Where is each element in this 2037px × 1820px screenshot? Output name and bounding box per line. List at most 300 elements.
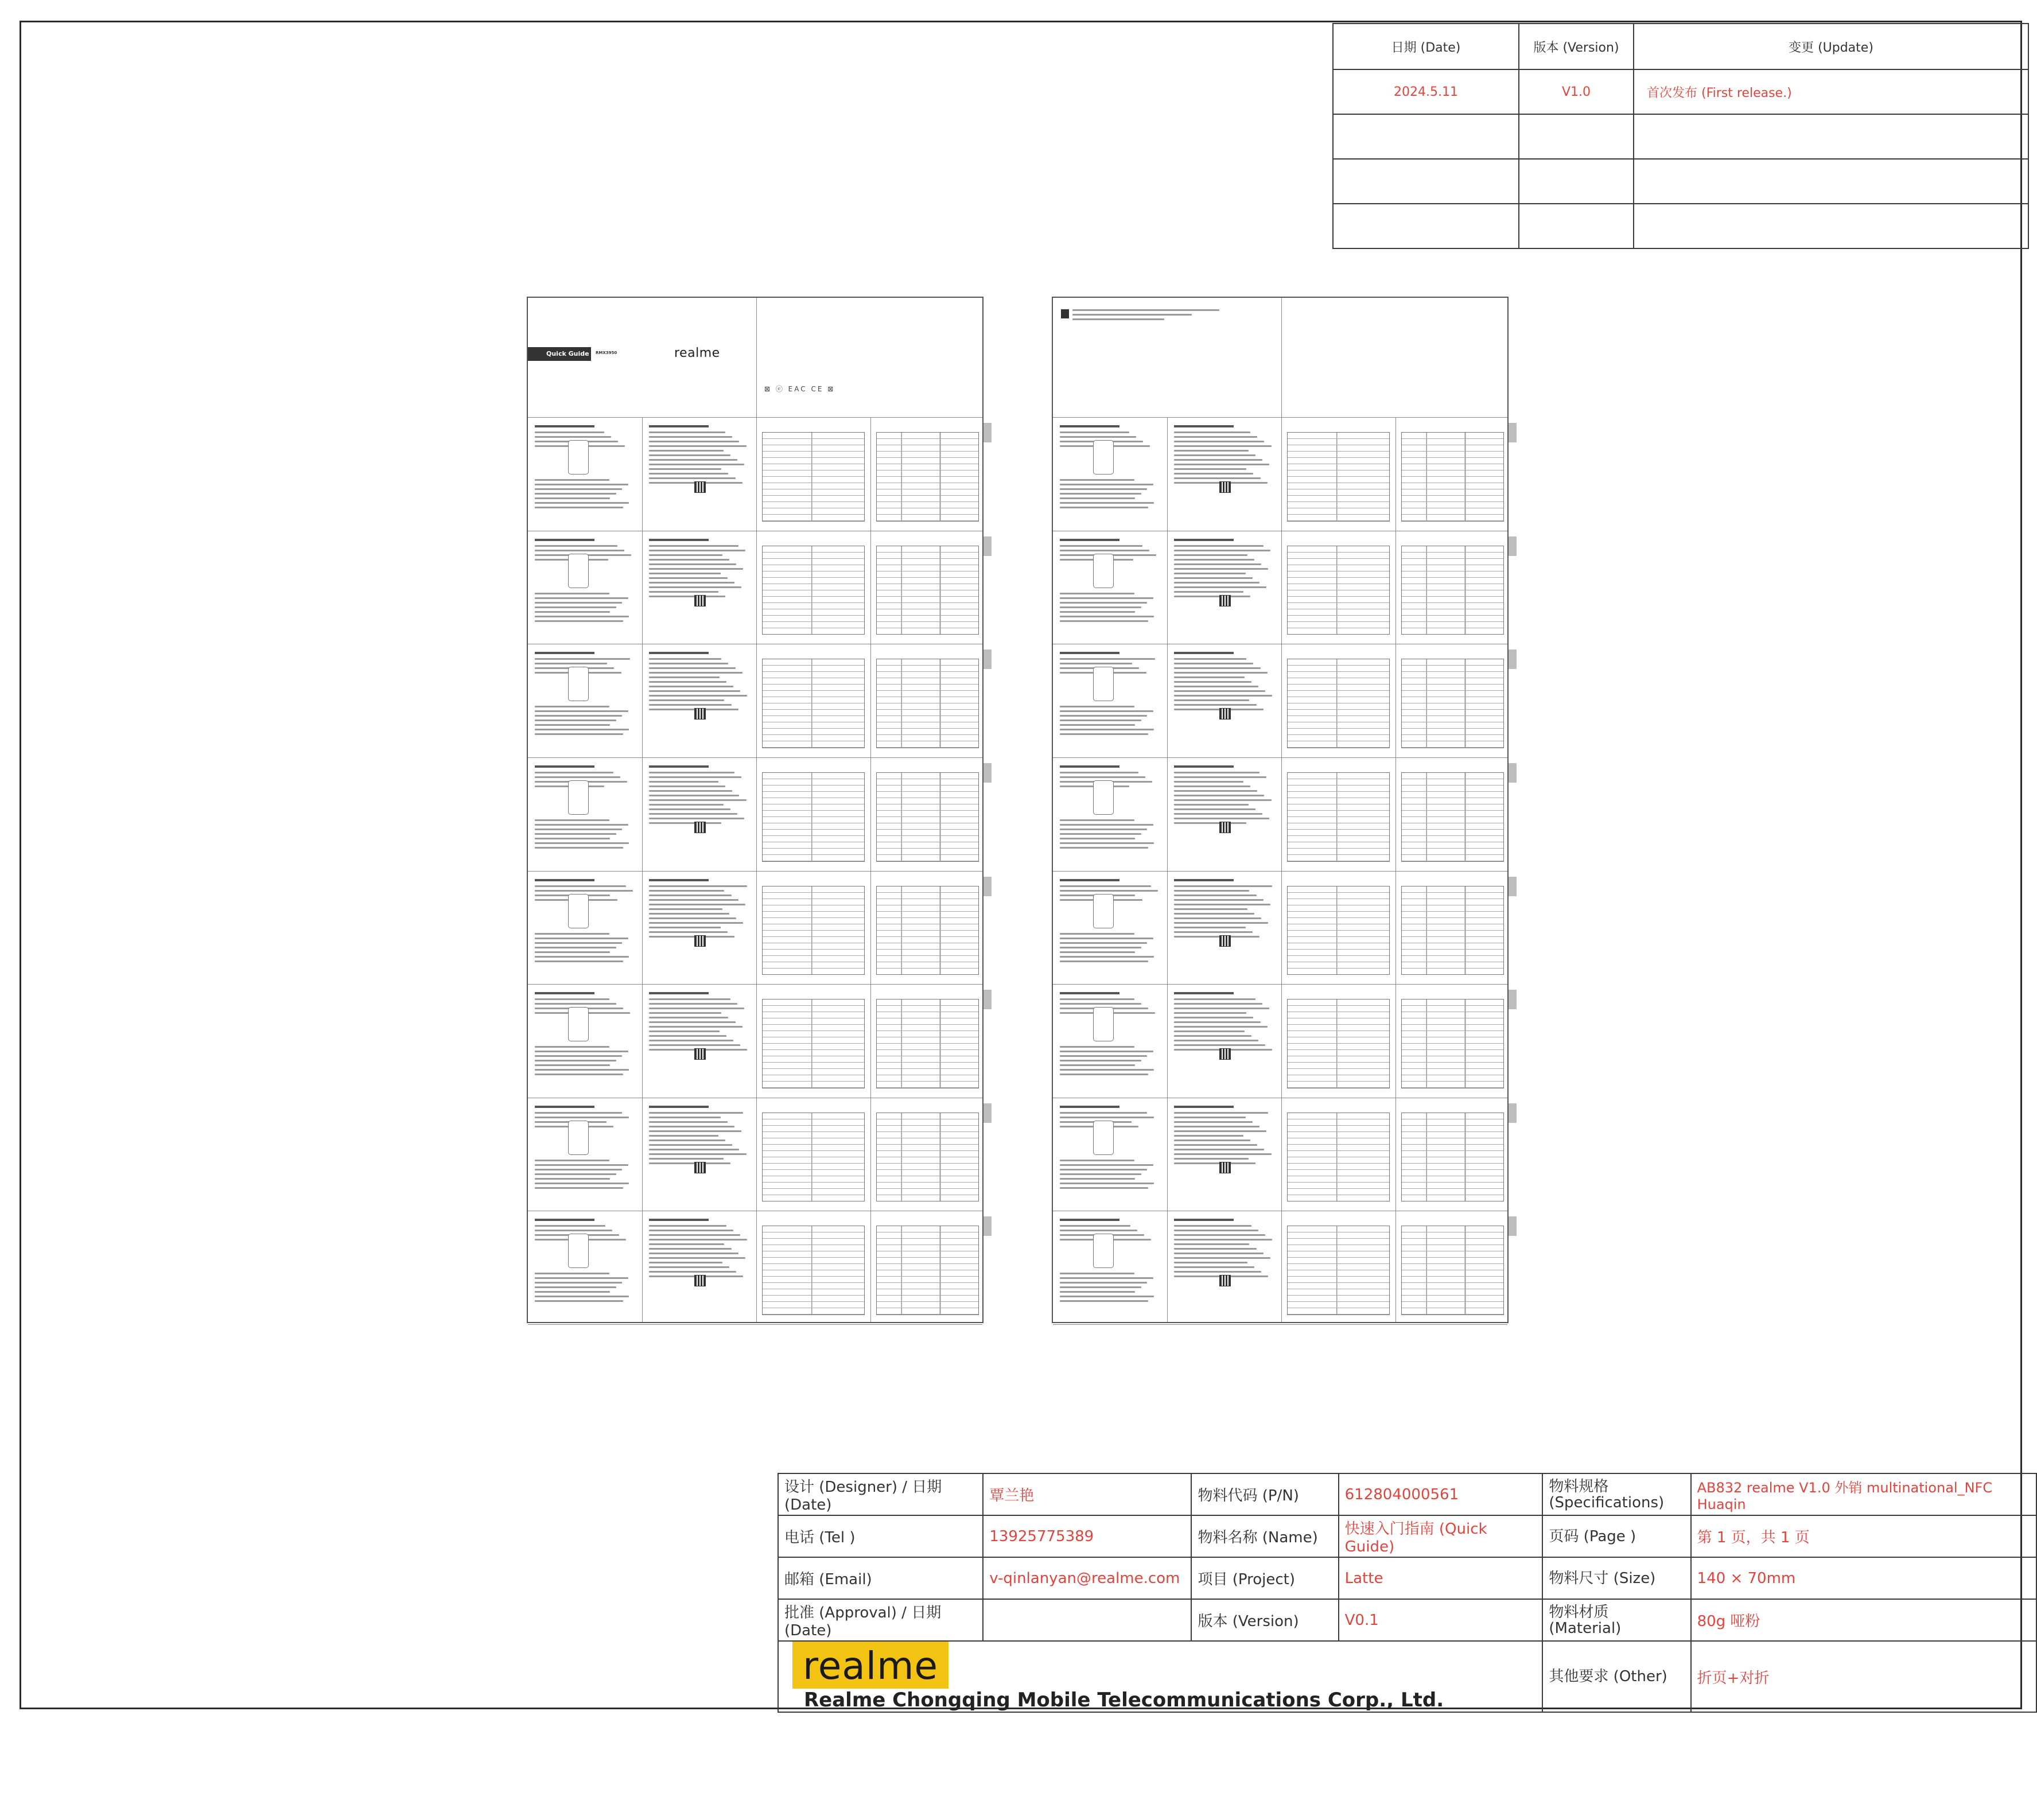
company-cell [778, 1641, 1542, 1712]
text-line [535, 611, 610, 613]
qr-code-icon [1219, 708, 1231, 720]
text-line [535, 772, 613, 773]
text-line [535, 658, 630, 660]
radio-spec-table [876, 1226, 979, 1315]
text-line [1060, 1300, 1148, 1302]
project-value: Latte [1339, 1557, 1543, 1599]
text-line [1060, 488, 1147, 490]
text-line [1174, 1140, 1250, 1141]
fold-line [1053, 757, 1507, 758]
heading-line [535, 1219, 594, 1221]
text-line [649, 663, 728, 664]
text-line [535, 545, 617, 547]
text-line [1174, 895, 1257, 896]
text-line [1174, 686, 1258, 687]
text-line [535, 1173, 616, 1175]
material-value: 80g 哑粉 [1691, 1599, 2036, 1641]
text-line [649, 885, 747, 887]
text-line [1060, 1003, 1141, 1005]
text-line [649, 1144, 732, 1146]
text-block [1060, 1160, 1159, 1192]
text-block [535, 479, 634, 511]
text-line [1174, 917, 1261, 919]
text-line [1174, 785, 1250, 787]
text-line [649, 804, 724, 806]
drawing-sheet-border [20, 21, 2022, 1709]
text-line [1174, 1130, 1266, 1132]
project-label: 项目 (Project) [1191, 1557, 1338, 1599]
text-line [535, 1169, 622, 1170]
text-line [535, 890, 633, 892]
text-line [1060, 602, 1147, 604]
text-line [1060, 706, 1134, 707]
text-line [649, 699, 724, 701]
tel-label: 电话 (Tel ) [778, 1515, 983, 1557]
text-line [535, 1291, 610, 1293]
text-line [535, 436, 611, 438]
text-line [535, 938, 628, 939]
realme-logo [792, 1642, 948, 1689]
text-line [535, 715, 622, 717]
fold-line [870, 417, 871, 1322]
text-line [649, 1262, 722, 1263]
phone-diagram-icon [568, 440, 589, 475]
phone-diagram-icon [568, 1121, 589, 1155]
text-line [649, 573, 721, 574]
text-line [1060, 1225, 1130, 1227]
text-line [1060, 1273, 1134, 1274]
text-block [1060, 593, 1159, 625]
text-line [1174, 818, 1269, 819]
text-block [649, 879, 748, 940]
fold-tab-marker [1509, 990, 1517, 1009]
realme-logo-text: realme [803, 1644, 938, 1688]
text-line [535, 593, 609, 594]
text-block [1174, 1219, 1273, 1280]
text-line [1060, 507, 1148, 508]
text-line [535, 998, 609, 1000]
rev-row-update [1634, 159, 2028, 204]
text-line [1174, 436, 1257, 438]
text-line [1060, 998, 1134, 1000]
text-line [649, 1040, 733, 1041]
text-line [1060, 663, 1132, 664]
text-line [535, 776, 620, 778]
text-line [1174, 1266, 1254, 1268]
text-line [649, 1243, 724, 1245]
fold-grid [528, 298, 982, 1322]
rev-row-version [1519, 114, 1634, 159]
rev-row-update [1634, 114, 2028, 159]
spec-table [1287, 432, 1390, 522]
radio-spec-table [1401, 546, 1504, 635]
text-line [649, 899, 738, 901]
text-line [1174, 776, 1266, 778]
text-line [535, 597, 628, 599]
designer-value: 覃兰艳 [983, 1473, 1191, 1515]
page-value: 第 1 页，共 1 页 [1691, 1515, 2036, 1557]
text-line [649, 1026, 743, 1028]
heading-line [535, 539, 594, 541]
text-line [1060, 733, 1148, 735]
text-line [649, 450, 724, 452]
text-line [535, 1003, 616, 1005]
text-line [535, 431, 604, 433]
text-line [649, 686, 733, 687]
text-line [649, 568, 743, 570]
text-line [1060, 715, 1147, 717]
heading-line [1060, 992, 1119, 994]
text-line [1174, 690, 1265, 692]
spec-table [762, 1226, 865, 1315]
text-line [535, 720, 616, 721]
text-line [1174, 1017, 1253, 1018]
text-line [1060, 842, 1154, 844]
radio-spec-table [876, 999, 979, 1088]
text-line [649, 1135, 718, 1137]
text-line [1072, 309, 1219, 311]
quick-guide-label: Quick Guide [528, 347, 591, 361]
text-line [535, 947, 616, 948]
text-line [1174, 563, 1261, 565]
text-line [1060, 1277, 1153, 1279]
heading-line [1174, 879, 1234, 881]
text-line [1174, 1008, 1269, 1009]
text-line [649, 890, 724, 892]
name-label: 物料名称 (Name) [1191, 1515, 1338, 1557]
text-line [1174, 1035, 1251, 1037]
text-line [649, 1271, 736, 1273]
text-line [649, 1003, 737, 1005]
text-line [1174, 1253, 1264, 1254]
spec-table [1287, 659, 1390, 748]
text-line [649, 790, 732, 792]
text-block [649, 652, 748, 713]
revision-table [1332, 23, 2029, 249]
spec-table [1287, 999, 1390, 1088]
text-line [649, 1112, 743, 1114]
text-line [649, 704, 732, 706]
rev-row-date [1333, 204, 1519, 248]
text-line [1060, 1112, 1147, 1114]
text-line [649, 785, 725, 787]
text-line [649, 1158, 724, 1160]
text-line [535, 1117, 629, 1118]
text-line [1174, 459, 1262, 461]
heading-line [649, 765, 709, 768]
text-line [1174, 936, 1259, 938]
radio-spec-table [1401, 772, 1504, 862]
spec-table [762, 999, 865, 1088]
qr-code-icon [1219, 1275, 1231, 1286]
text-line [1174, 1239, 1272, 1240]
text-line [1174, 1040, 1258, 1041]
text-line [1060, 824, 1153, 826]
text-line [649, 1130, 741, 1132]
text-line [649, 1021, 736, 1023]
text-line [1174, 1044, 1265, 1046]
heading-line [649, 879, 709, 881]
text-block [1174, 765, 1273, 827]
fold-line [1053, 984, 1507, 985]
fold-line [528, 757, 982, 758]
text-line [1174, 922, 1268, 924]
spec-table [1287, 772, 1390, 862]
text-line [535, 1225, 605, 1227]
text-line [649, 681, 726, 683]
text-line [1060, 885, 1151, 887]
text-line [1174, 1243, 1249, 1245]
text-line [1060, 1117, 1154, 1118]
phone-diagram-icon [568, 1007, 589, 1041]
text-line [1174, 473, 1253, 475]
text-line [1060, 729, 1154, 730]
text-line [1060, 1160, 1134, 1161]
fold-line [1395, 417, 1396, 1322]
text-block [1174, 425, 1273, 487]
text-block [649, 539, 748, 600]
text-line [1174, 1162, 1255, 1164]
text-line [1174, 464, 1269, 465]
heading-line [535, 1106, 594, 1108]
text-line [535, 847, 623, 849]
qr-code-icon [694, 822, 706, 833]
text-line [1174, 1003, 1262, 1005]
fold-tab-marker [1509, 1216, 1517, 1236]
heading-line [649, 425, 709, 427]
radio-spec-table [1401, 999, 1504, 1088]
text-line [1174, 695, 1272, 697]
text-line [649, 582, 734, 584]
text-block [1174, 1106, 1273, 1167]
phone-diagram-icon [1093, 780, 1114, 815]
text-line [1060, 1169, 1147, 1170]
text-line [1174, 1135, 1243, 1137]
heading-line [1060, 879, 1119, 881]
approval-label: 批准 (Approval) / 日期 (Date) [778, 1599, 983, 1641]
qr-code-icon [694, 1275, 706, 1286]
text-line [649, 922, 743, 924]
text-line [649, 436, 732, 438]
text-line [535, 1277, 628, 1279]
text-line [1060, 658, 1155, 660]
text-line [535, 1069, 629, 1071]
text-block [649, 992, 748, 1053]
text-line [1060, 1173, 1141, 1175]
qr-code-icon [1219, 481, 1231, 493]
text-line [535, 616, 629, 617]
text-block [1174, 539, 1273, 600]
text-line [1060, 720, 1141, 721]
text-line [535, 933, 609, 935]
spec-table [762, 886, 865, 975]
text-line [535, 497, 610, 499]
phone-diagram-icon [568, 667, 589, 701]
qr-code-icon [1219, 1048, 1231, 1060]
text-line [1174, 550, 1270, 551]
text-line [649, 818, 744, 819]
text-line [1060, 833, 1141, 835]
text-line [649, 908, 722, 910]
text-line [649, 431, 725, 433]
model-code: RMX3950 [596, 351, 617, 355]
qr-code-icon [694, 708, 706, 720]
size-label: 物料尺寸 (Size) [1542, 1557, 1690, 1599]
text-line [649, 1117, 721, 1118]
text-block [535, 593, 634, 625]
text-line [649, 464, 744, 465]
text-line [649, 1248, 732, 1250]
heading-line [535, 879, 594, 881]
fold-tab-marker [983, 536, 992, 556]
guide-panel-back [1052, 297, 1509, 1323]
text-line [649, 545, 738, 547]
heading-line [535, 992, 594, 994]
text-line [1060, 1164, 1153, 1166]
text-line [535, 1296, 629, 1297]
text-line [649, 813, 737, 815]
certification-marks: ⊠ ⓔ EAC CE ⊠ [764, 385, 835, 393]
text-line [1174, 1225, 1251, 1227]
text-line [1174, 1117, 1246, 1118]
text-line [1174, 577, 1253, 579]
text-line [535, 502, 629, 504]
text-line [1174, 1126, 1259, 1127]
text-line [1060, 1055, 1147, 1057]
text-block [1060, 819, 1159, 851]
text-line [1174, 545, 1264, 547]
text-line [535, 663, 607, 664]
text-line [649, 776, 741, 778]
text-line [535, 484, 628, 485]
text-line [1060, 502, 1154, 504]
name-value: 快速入门指南 (Quick Guide) [1339, 1515, 1543, 1557]
heading-line [1174, 992, 1234, 994]
radio-spec-table [876, 1113, 979, 1202]
heading-line [1060, 1219, 1119, 1221]
text-line [649, 1153, 747, 1155]
text-block [1174, 652, 1273, 713]
text-line [1174, 795, 1264, 796]
text-line [649, 822, 721, 824]
heading-line [1174, 539, 1234, 541]
tel-value: 13925775389 [983, 1515, 1191, 1557]
fold-line [1053, 417, 1507, 418]
text-line [1060, 819, 1134, 821]
text-line [535, 1046, 609, 1048]
text-line [1174, 468, 1246, 470]
text-line [1060, 1178, 1135, 1180]
text-line [1174, 931, 1253, 933]
text-line [649, 559, 729, 561]
radio-spec-table [1401, 886, 1504, 975]
text-line [649, 591, 718, 593]
heading-line [1174, 425, 1234, 427]
text-block [535, 1046, 634, 1078]
text-line [535, 829, 622, 830]
text-line [1174, 573, 1246, 574]
text-line [1060, 933, 1134, 935]
rev-row-version [1519, 159, 1634, 204]
text-line [649, 772, 734, 773]
text-line [649, 695, 747, 697]
text-line [535, 1286, 616, 1288]
text-line [1072, 314, 1192, 316]
text-line [649, 550, 745, 551]
phone-diagram-icon [1093, 1121, 1114, 1155]
text-line [649, 445, 747, 447]
qr-code-icon [1219, 1162, 1231, 1173]
text-line [535, 1178, 610, 1180]
text-line [535, 1187, 623, 1189]
text-line [1060, 890, 1158, 892]
text-line [1174, 1271, 1261, 1273]
heading-line [1174, 765, 1234, 768]
text-line [535, 842, 629, 844]
text-line [1174, 890, 1249, 892]
text-line [649, 468, 721, 470]
text-line [649, 672, 743, 674]
text-block [535, 1160, 634, 1192]
text-line [1174, 1153, 1272, 1155]
text-line [1060, 606, 1141, 608]
text-line [1174, 772, 1259, 773]
text-line [1060, 593, 1134, 594]
text-line [649, 1035, 726, 1037]
spec-table [762, 772, 865, 862]
heading-line [535, 425, 594, 427]
other-label: 其他要求 (Other) [1542, 1641, 1690, 1712]
text-line [1060, 1064, 1135, 1066]
spec-label: 物料规格 (Specifications) [1542, 1473, 1690, 1515]
radio-spec-table [876, 546, 979, 635]
text-line [1174, 441, 1264, 442]
text-line [1060, 597, 1153, 599]
fold-tab-marker [1509, 763, 1517, 783]
text-line [1060, 1296, 1154, 1297]
text-line [649, 1266, 729, 1268]
designer-label: 设计 (Designer) / 日期 (Date) [778, 1473, 983, 1515]
pn-value: 612804000561 [1339, 1473, 1543, 1515]
nfc-note-text [1072, 309, 1256, 323]
fold-tab-marker [1509, 877, 1517, 896]
text-line [1174, 913, 1254, 915]
text-line [1174, 1030, 1245, 1032]
rev-header-version: 版本 (Version) [1519, 24, 1634, 69]
text-line [535, 1051, 628, 1052]
text-line [535, 706, 609, 707]
text-line [1060, 1074, 1148, 1075]
text-line [1174, 1021, 1261, 1023]
text-line [1060, 1060, 1141, 1061]
email-label: 邮箱 (Email) [778, 1557, 983, 1599]
spec-table [762, 432, 865, 522]
text-line [649, 799, 747, 801]
text-line [1060, 710, 1153, 712]
text-line [1060, 956, 1154, 958]
text-line [1174, 808, 1255, 810]
text-line [535, 493, 616, 495]
fold-tab-marker [983, 1103, 992, 1123]
text-line [1174, 927, 1246, 928]
text-line [649, 554, 722, 556]
other-value: 折页+对折 [1691, 1641, 2036, 1712]
text-line [535, 1183, 629, 1184]
text-line [535, 620, 623, 622]
phone-diagram-icon [1093, 554, 1114, 588]
text-line [1060, 724, 1135, 726]
text-line [535, 729, 629, 730]
